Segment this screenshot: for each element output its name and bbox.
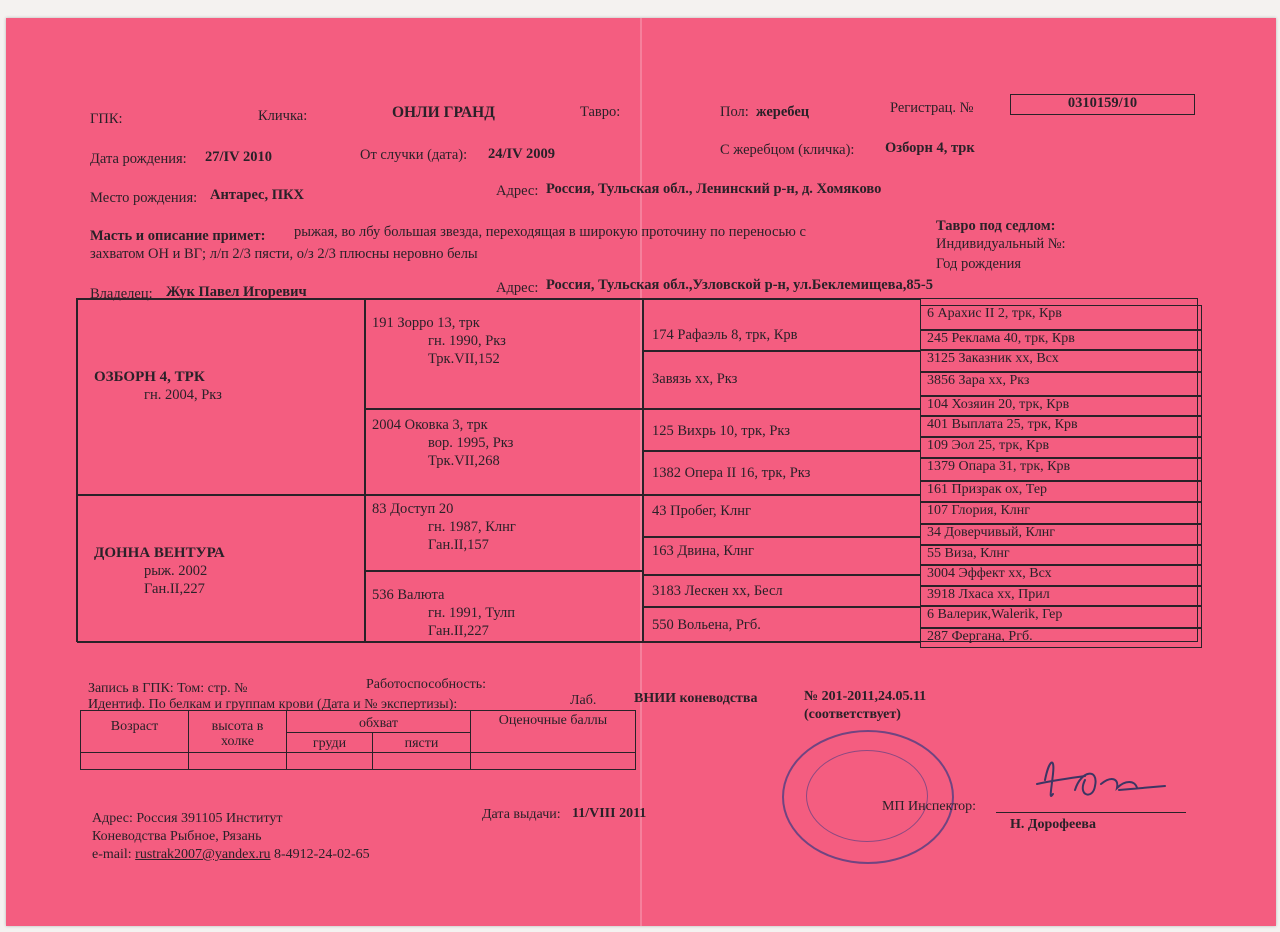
gen2-line3: Ган.II,157 [428, 537, 489, 553]
sire-name: ОЗБОРН 4, ТРК [94, 369, 205, 385]
gen2-line2: гн. 1991, Тулп [428, 605, 515, 621]
individual-number-label: Индивидуальный №: [936, 236, 1066, 252]
gen3-text: 174 Рафаэль 8, трк, Крв [652, 327, 798, 343]
address-label: Адрес: [496, 183, 539, 199]
identification-label: Идентиф. По белкам и группам крови (Дата и № экспертизы): [88, 697, 458, 712]
gen2-line2: гн. 1987, Клнг [428, 519, 516, 535]
gen2-cell [365, 299, 643, 409]
color-description-2: захватом ОН и ВГ; л/п 2/3 пясти, о/з 2/3 плюсны неровно белы [90, 246, 478, 262]
gen4-cell: 3918 Лхаса хх, Прил [920, 586, 1202, 606]
gen3-text: Завязь хх, Ркз [652, 371, 738, 387]
gen2-line1: 536 Валюта [372, 587, 445, 603]
gen3-cell [643, 451, 921, 495]
gen3-text: 125 Вихрь 10, трк, Ркз [652, 423, 790, 439]
owner-address-label: Адрес: [496, 280, 539, 296]
gen4-cell: 104 Хозяин 20, трк, Крв [920, 396, 1202, 416]
institute-address-2: Коневодства Рыбное, Рязань [92, 829, 262, 844]
institute-address-1: Адрес: Россия 391105 Институт [92, 811, 283, 826]
lab-label: Лаб. [570, 693, 597, 708]
pastern-cell [373, 753, 471, 769]
height-header [189, 711, 287, 753]
name-label: Кличка: [258, 108, 308, 124]
gen4-cell: 3004 Эффект хх, Всх [920, 565, 1202, 586]
gen3-text: 1382 Опера II 16, трк, Ркз [652, 465, 811, 481]
gen2-line2: гн. 1990, Ркз [428, 333, 506, 349]
height-header-1: высота в [211, 719, 264, 734]
gen2-line3: Трк.VII,152 [428, 351, 500, 367]
gen4-cell: 1379 Опара 31, трк, Крв [920, 458, 1202, 481]
gen3-cell [643, 351, 921, 409]
expertise-result: (соответствует) [804, 707, 901, 722]
owner-address-value: Россия, Тульская обл.,Узловской р-н, ул.Беклемищева,85-5 [546, 277, 933, 293]
birth-year-label: Год рождения [936, 256, 1022, 272]
height-cell [189, 753, 287, 769]
gen3-cell [643, 537, 921, 575]
gen4-cell: 245 Реклама 40, трк, Крв [920, 330, 1202, 350]
signature-line [996, 812, 1186, 813]
mating-date-label: От случки (дата): [360, 147, 468, 163]
owner-name: Жук Павел Игоревич [166, 284, 307, 300]
gen4-cell: 109 Эол 25, трк, Крв [920, 437, 1202, 458]
email-link[interactable]: rustrak2007@yandex.ru [135, 847, 271, 862]
height-header-2: холке [221, 734, 254, 749]
gen4-cell: 3856 Зара хх, Ркз [920, 372, 1202, 396]
gen3-cell [643, 299, 921, 351]
dam-info-2: Ган.II,227 [144, 581, 205, 597]
gen4-cell: 3125 Заказник хх, Всх [920, 350, 1202, 372]
issue-date-label: Дата выдачи: [482, 807, 561, 822]
gpk-label: ГПК: [90, 111, 123, 127]
age-header: Возраст [81, 711, 189, 753]
sire-info: гн. 2004, Ркз [144, 387, 222, 403]
gen2-line3: Трк.VII,268 [428, 453, 500, 469]
birthplace-label: Место рождения: [90, 190, 198, 206]
sire-cell [77, 299, 365, 495]
gen2-line2: вор. 1995, Ркз [428, 435, 514, 451]
expertise-number: № 201-2011,24.05.11 [804, 689, 927, 704]
horse-name: ОНЛИ ГРАНД [392, 104, 495, 121]
gen4-cell: 6 Валерик,Walerik, Гер [920, 606, 1202, 628]
score-header: Оценочные баллы [471, 711, 635, 753]
gen2-line1: 83 Доступ 20 [372, 501, 454, 517]
official-stamp [782, 730, 954, 864]
gen3-cell [643, 409, 921, 451]
phone-number: 8-4912-24-02-65 [274, 847, 370, 862]
mp-inspector-label: МП Инспектор: [882, 799, 977, 814]
color-description-1: рыжая, во лбу большая звезда, переходящая в широкую проточину по переносью с [294, 224, 806, 240]
birth-date-label: Дата рождения: [90, 151, 187, 167]
dam-info-1: рыж. 2002 [144, 563, 208, 579]
gen3-text: 43 Пробег, Клнг [652, 503, 751, 519]
gen2-cell [365, 571, 643, 643]
gpk-record: Запись в ГПК: Том: стр. № [88, 681, 248, 696]
chest-cell [287, 753, 373, 769]
gen2-line1: 191 Зорро 13, трк [372, 315, 480, 331]
measurements-table [80, 710, 636, 770]
girth-header: обхват [287, 711, 471, 733]
gen4-cell: 6 Арахис II 2, трк, Крв [920, 305, 1202, 330]
sex-value: жеребец [756, 104, 810, 120]
gen2-cell [365, 495, 643, 571]
registration-label: Регистрац. № [890, 100, 974, 116]
gen4-cell: 107 Глория, Клнг [920, 502, 1202, 524]
inspector-name: Н. Дорофеева [1010, 817, 1096, 832]
address-value: Россия, Тульская обл., Ленинский р-н, д. Хомяково [546, 181, 882, 197]
stallion-label: С жеребцом (кличка): [720, 142, 855, 158]
owner-label: Владелец: [90, 286, 153, 302]
lab-value: ВНИИ коневодства [634, 691, 758, 706]
gen3-cell [643, 495, 921, 537]
birthplace-value: Антарес, ПКХ [210, 187, 305, 203]
gen2-line1: 2004 Оковка 3, трк [372, 417, 488, 433]
gen4-cell: 287 Фергана, Ргб. [920, 628, 1202, 648]
gen2-line3: Ган.II,227 [428, 623, 489, 639]
gen4-cell: 401 Выплата 25, трк, Крв [920, 416, 1202, 437]
mating-date-value: 24/IV 2009 [488, 146, 556, 162]
gen3-cell [643, 607, 921, 643]
performance-label: Работоспособность: [366, 677, 487, 692]
color-label: Масть и описание примет: [90, 228, 266, 244]
gen4-cell: 161 Призрак ох, Тер [920, 481, 1202, 502]
birth-date-value: 27/IV 2010 [205, 149, 273, 165]
email-label: e-mail: [92, 847, 132, 862]
sex-label: Пол: [720, 104, 749, 120]
gen3-cell [643, 575, 921, 607]
gen2-cell [365, 409, 643, 495]
age-cell [81, 753, 189, 769]
dam-name: ДОННА ВЕНТУРА [94, 545, 225, 561]
issue-date-value: 11/VIII 2011 [572, 806, 647, 821]
brand-label: Тавро: [580, 104, 621, 120]
pastern-header: пясти [373, 733, 471, 753]
gen4-cell: 55 Виза, Клнг [920, 545, 1202, 565]
gen3-text: 550 Вольена, Ргб. [652, 617, 761, 633]
dam-cell [77, 495, 365, 643]
stallion-value: Озборн 4, трк [885, 140, 975, 156]
gen4-cell: 34 Доверчивый, Клнг [920, 524, 1202, 545]
gen3-text: 3183 Лескен хх, Бесл [652, 583, 783, 599]
chest-header: груди [287, 733, 373, 753]
saddle-brand-label: Тавро под седлом: [936, 218, 1056, 234]
contact-line [92, 846, 370, 863]
gen3-text: 163 Двина, Клнг [652, 543, 754, 559]
registration-number: 0310159/10 [1010, 94, 1195, 115]
inspector-signature [1015, 750, 1175, 810]
